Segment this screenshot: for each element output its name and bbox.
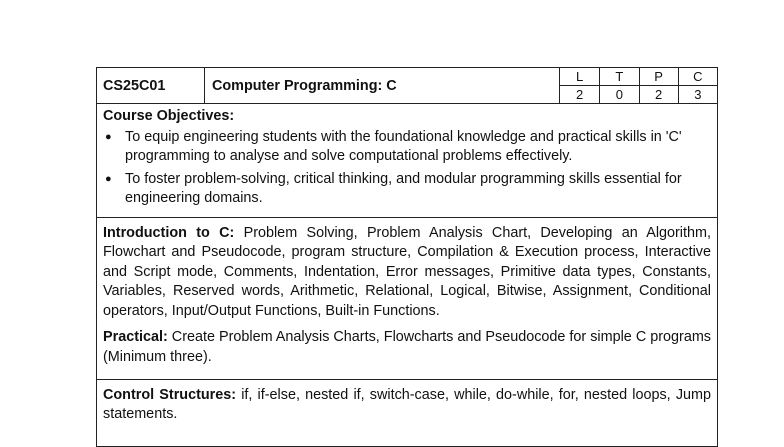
course-syllabus-table: [96, 67, 718, 447]
ltpc-value-c: 3: [678, 86, 717, 104]
course-objectives: [97, 104, 717, 218]
course-header-row: [97, 68, 717, 104]
ltpc-header-p: P: [639, 68, 678, 86]
unit-heading: Introduction to C:: [103, 224, 235, 241]
unit-practical: [103, 328, 711, 367]
unit-control-structures: [97, 380, 717, 431]
objective-item: ● To foster problem-solving, critical thinking, and modular programming skills essential for engineering domains.: [103, 170, 711, 209]
ltpc-header-l: L: [560, 68, 599, 86]
objective-item: ● To equip engineering students with the foundational knowledge and practical skills in 'C' programming to analyse and solve computational problems effectively.: [103, 128, 711, 167]
ltpc-header-t: T: [599, 68, 638, 86]
objectives-heading: Course Objectives:: [103, 108, 235, 124]
unit-description: [103, 224, 711, 322]
unit-heading: Control Structures:: [103, 386, 237, 403]
ltpc-header-c: C: [678, 68, 717, 86]
unit-text: if, if-else, nested if, switch-case, while, do-while, for, nested loops, Jump statements.: [103, 386, 712, 423]
practical-text: Create Problem Analysis Charts, Flowcharts and Pseudocode for simple C programs (Minimum three).: [103, 329, 711, 366]
ltpc-value-t: 0: [599, 86, 638, 104]
ltpc-value-p: 2: [639, 86, 678, 104]
ltpc-value-l: 2: [576, 86, 584, 102]
unit-text: Problem Solving, Problem Analysis Chart, Developing an Algorithm, Flowchart and Pseudocode, program structure, Compilation & Execution process, Interactive and Script mode, Comments, Indentation, Error messages, Primitive data types, Constants, Variables, Reserved words, Arithmetic, Relational, Logical, Bitwise, Assignment, Conditional operators, Input/Output Functions, Built-in Functions.: [103, 224, 711, 319]
unit-introduction: [97, 218, 717, 380]
ltpc-grid: [560, 68, 717, 103]
course-code: CS25C01: [97, 68, 205, 103]
objectives-list: [103, 128, 711, 209]
practical-heading: Practical:: [103, 329, 168, 346]
course-title: Computer Programming: C: [205, 68, 560, 103]
